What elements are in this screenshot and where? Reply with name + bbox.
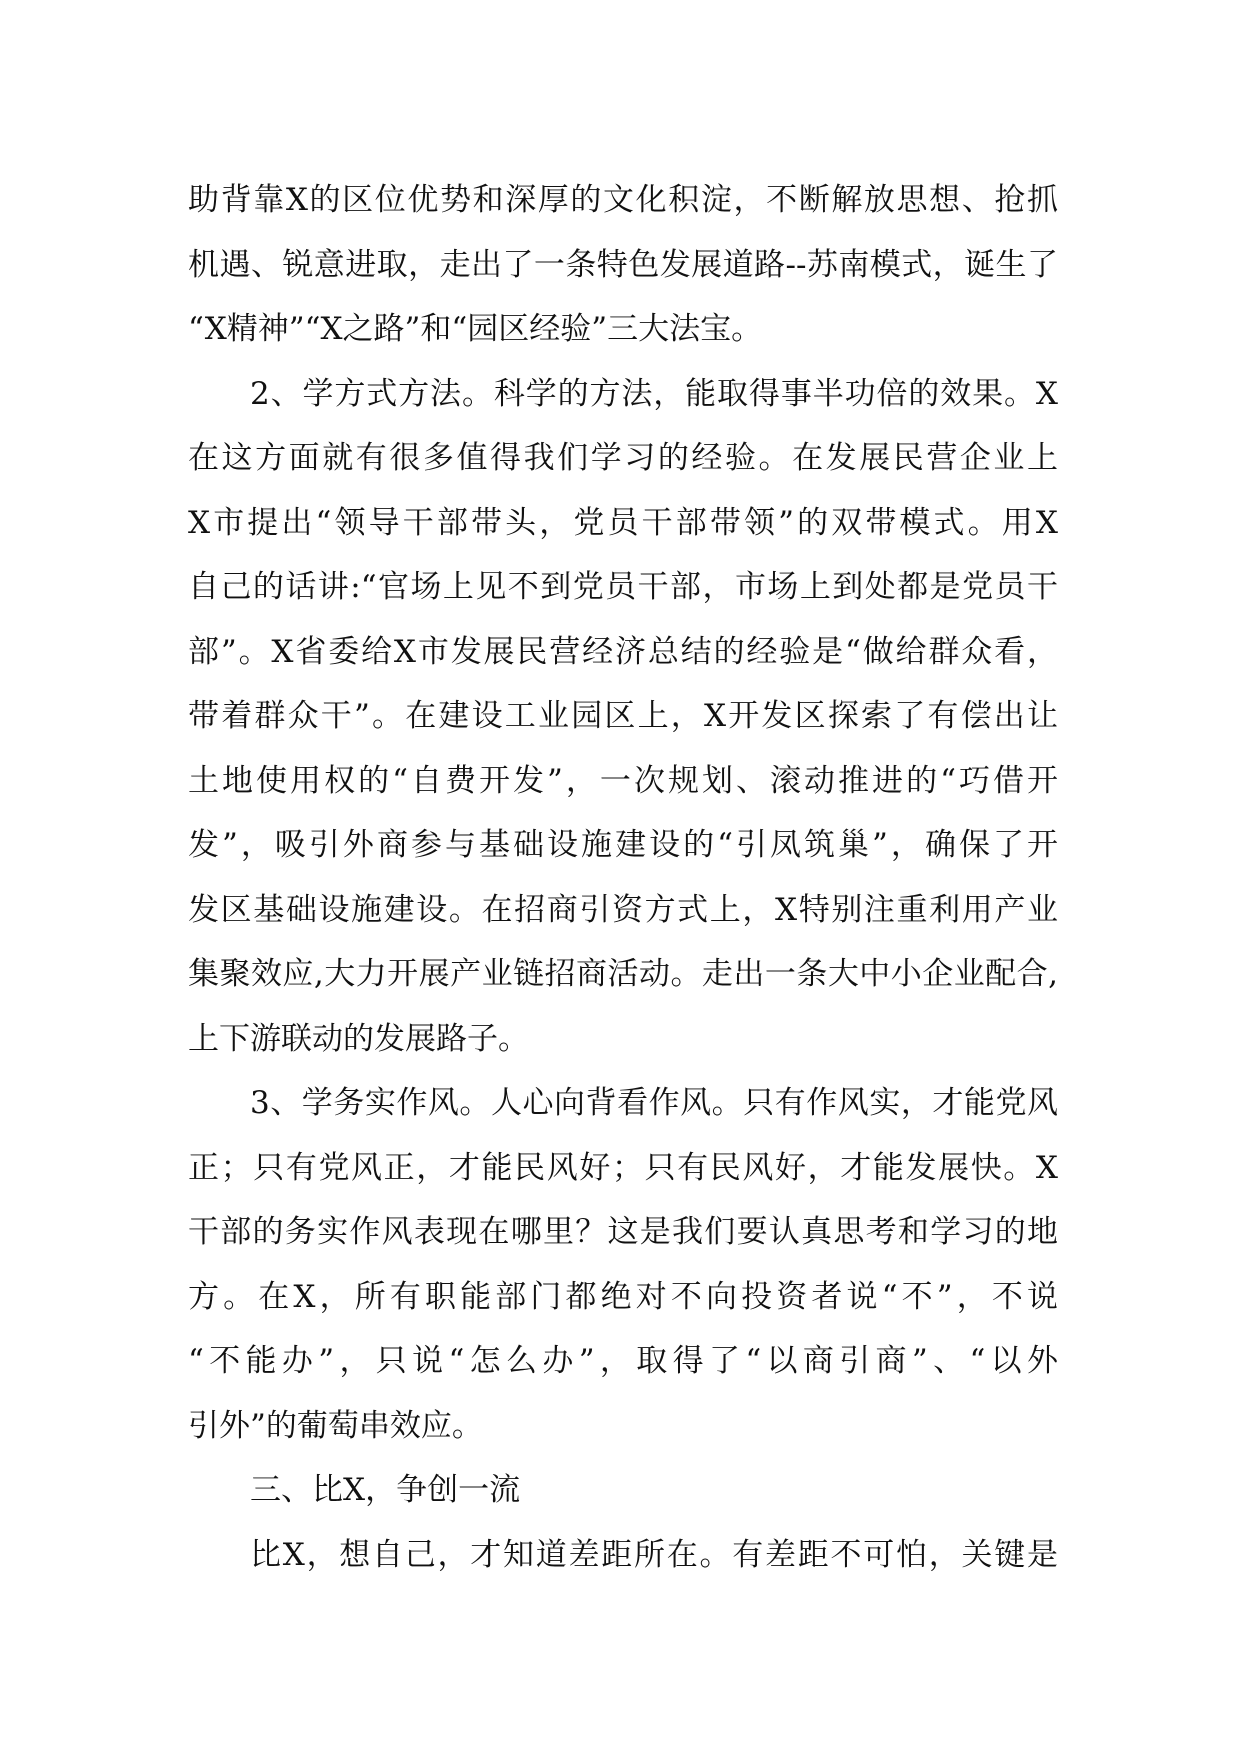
text-line: X市提出“领导干部带头，党员干部带领”的双带模式。用X xyxy=(188,504,1058,541)
text-line: 方。在X，所有职能部门都绝对不向投资者说“不”，不说 xyxy=(188,1278,1058,1315)
paragraph-heading-2: 2、学方式方法。科学的方法，能取得事半功倍的效果。X xyxy=(250,375,1058,412)
text-line: 土地使用权的“自费开发”，一次规划、滚动推进的“巧借开 xyxy=(188,762,1058,799)
section-heading: 三、比X，争创一流 xyxy=(250,1472,521,1508)
text-line: 自己的话讲:“官场上见不到党员干部，市场上到处都是党员干 xyxy=(188,569,1058,605)
text-line: 引外”的葡萄串效应。 xyxy=(188,1407,483,1444)
text-line: 发区基础设施建设。在招商引资方式上，X特别注重利用产业 xyxy=(188,891,1058,928)
text-line: 部”。X省委给X市发展民营经济总结的经验是“做给群众看， xyxy=(188,633,1058,670)
text-line: 干部的务实作风表现在哪里？这是我们要认真思考和学习的地 xyxy=(188,1214,1058,1250)
text-line: 集聚效应,大力开展产业链招商活动。走出一条大中小企业配合, xyxy=(188,956,1058,992)
text-line: “不能办”，只说“怎么办”，取得了“以商引商”、“以外 xyxy=(188,1343,1058,1379)
text-line: 比X，想自己，才知道差距所在。有差距不可怕，关键是 xyxy=(250,1536,1058,1573)
paragraph-heading-3: 3、学务实作风。人心向背看作风。只有作风实，才能党风 xyxy=(250,1085,1058,1121)
text-line: 发”，吸引外商参与基础设施建设的“引凤筑巢”，确保了开 xyxy=(188,827,1058,863)
text-line: 上下游联动的发展路子。 xyxy=(188,1020,529,1057)
text-line: 正；只有党风正，才能民风好；只有民风好，才能发展快。X xyxy=(188,1149,1058,1186)
text-line: 带着群众干”。在建设工业园区上，X开发区探索了有偿出让 xyxy=(188,698,1058,734)
text-line: 机遇、锐意进取，走出了一条特色发展道路--苏南模式，诞生了 xyxy=(188,246,1058,283)
body-text xyxy=(188,168,1058,1587)
text-line: 在这方面就有很多值得我们学习的经验。在发展民营企业上 xyxy=(188,440,1058,476)
text-line: 助背靠X的区位优势和深厚的文化积淀，不断解放思想、抢抓 xyxy=(188,182,1058,218)
text-line: “X精神”“X之路”和“园区经验”三大法宝。 xyxy=(188,311,763,347)
